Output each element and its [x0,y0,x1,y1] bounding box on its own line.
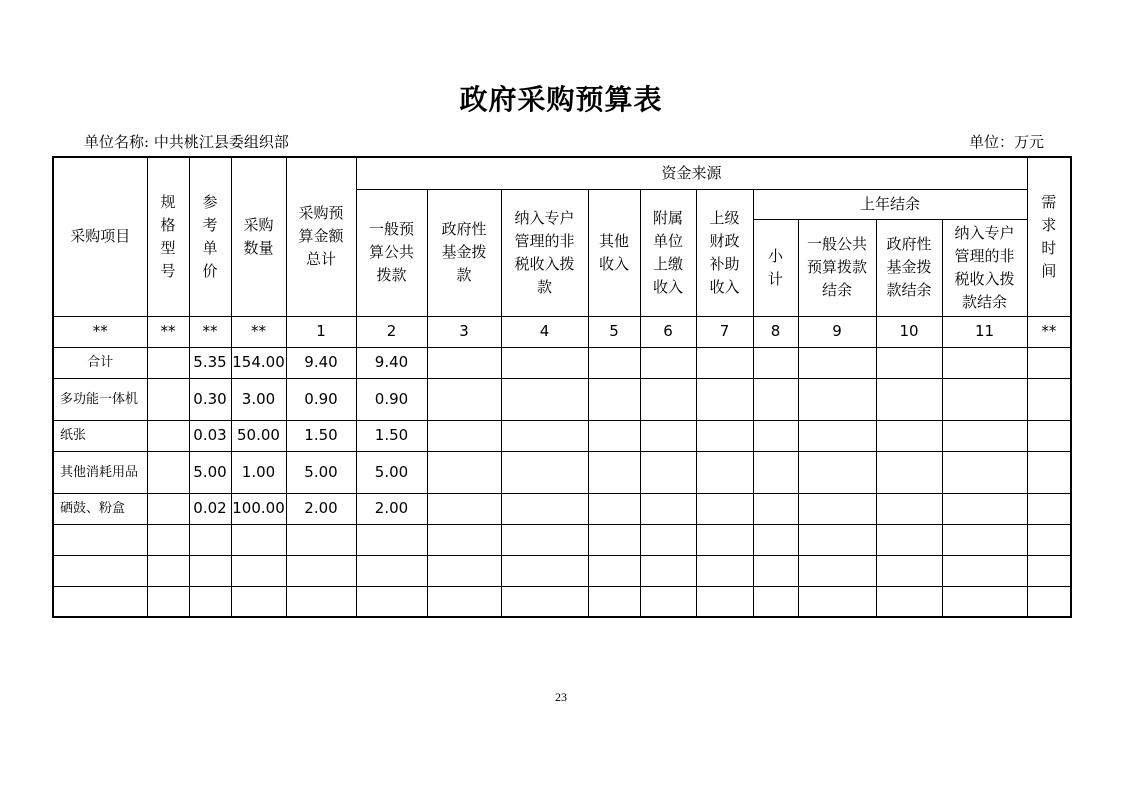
unit-label: 单位：万元 [968,133,1044,151]
col-num: 1 [286,316,356,347]
row-spec [147,420,189,451]
header-last-year-balance: 上年结余 [753,189,1027,219]
row-price: 0.30 [189,378,231,420]
row-price: 0.03 [189,420,231,451]
header-affiliate-income: 附属 单位 上缴 收入 [640,189,696,316]
page-number: 23 [555,690,567,704]
row-total: 1.50 [286,420,356,451]
col-num: 9 [798,316,876,347]
table-row [53,378,1071,420]
col-num: 8 [753,316,798,347]
header-gov-fund: 政府性 基金拨 款 [427,189,501,316]
col-num: ** [1027,316,1071,347]
header-row-1 [53,157,1071,189]
header-general-budget: 一般预 算公共 拨款 [356,189,427,316]
header-total: 采购预 算金额 总计 [286,157,356,316]
row-name: 纸张 [53,420,147,451]
row-total: 0.90 [286,378,356,420]
col-num: 7 [696,316,753,347]
unit-name-label: 单位名称: 中共桃江县委组织部 [84,133,289,151]
budget-table [52,156,1072,618]
row-qty: 50.00 [231,420,286,451]
header-ly-general: 一般公共 预算拨款 结余 [798,219,876,316]
header-demand-time: 需 求 时 间 [1027,157,1071,316]
row-spec [147,451,189,493]
header-ly-gov-fund: 政府性 基金拨 款结余 [876,219,942,316]
row-spec [147,493,189,524]
col-num: ** [189,316,231,347]
row-qty: 3.00 [231,378,286,420]
table-row-total [53,347,1071,378]
row-total: 5.00 [286,451,356,493]
row-qty: 100.00 [231,493,286,524]
row-general: 9.40 [356,347,427,378]
row-price: 0.02 [189,493,231,524]
header-other-income: 其他 收入 [588,189,640,316]
row-name: 其他消耗用品 [53,451,147,493]
col-num: 5 [588,316,640,347]
row-spec [147,347,189,378]
header-superior-subsidy: 上级 财政 补助 收入 [696,189,753,316]
header-spec: 规 格 型 号 [147,157,189,316]
row-general: 5.00 [356,451,427,493]
row-general: 1.50 [356,420,427,451]
col-num: ** [231,316,286,347]
row-price: 5.00 [189,451,231,493]
row-price: 5.35 [189,347,231,378]
table-row [53,451,1071,493]
header-ref-price: 参 考 单 价 [189,157,231,316]
col-num: 6 [640,316,696,347]
col-num: ** [53,316,147,347]
col-num: 4 [501,316,588,347]
header-qty: 采购 数量 [231,157,286,316]
page-title: 政府采购预算表 [459,83,663,116]
header-fund-source: 资金来源 [356,157,1027,189]
table-row [53,420,1071,451]
row-general: 0.90 [356,378,427,420]
header-nontax: 纳入专户 管理的非 税收入拨 款 [501,189,588,316]
col-num: ** [147,316,189,347]
col-num: 11 [942,316,1027,347]
column-number-row [53,316,1071,347]
header-subtotal: 小 计 [753,219,798,316]
col-num: 10 [876,316,942,347]
empty-row [53,555,1071,586]
empty-row [53,586,1071,617]
table-row [53,493,1071,524]
row-total: 2.00 [286,493,356,524]
col-num: 3 [427,316,501,347]
row-spec [147,378,189,420]
row-general: 2.00 [356,493,427,524]
row-name: 多功能一体机 [53,378,147,420]
row-name: 硒鼓、粉盒 [53,493,147,524]
row-total: 9.40 [286,347,356,378]
col-num: 2 [356,316,427,347]
empty-row [53,524,1071,555]
row-name: 合计 [53,347,147,378]
row-qty: 1.00 [231,451,286,493]
header-item: 采购项目 [53,157,147,316]
header-ly-nontax: 纳入专户 管理的非 税收入拨 款结余 [942,219,1027,316]
row-qty: 154.00 [231,347,286,378]
